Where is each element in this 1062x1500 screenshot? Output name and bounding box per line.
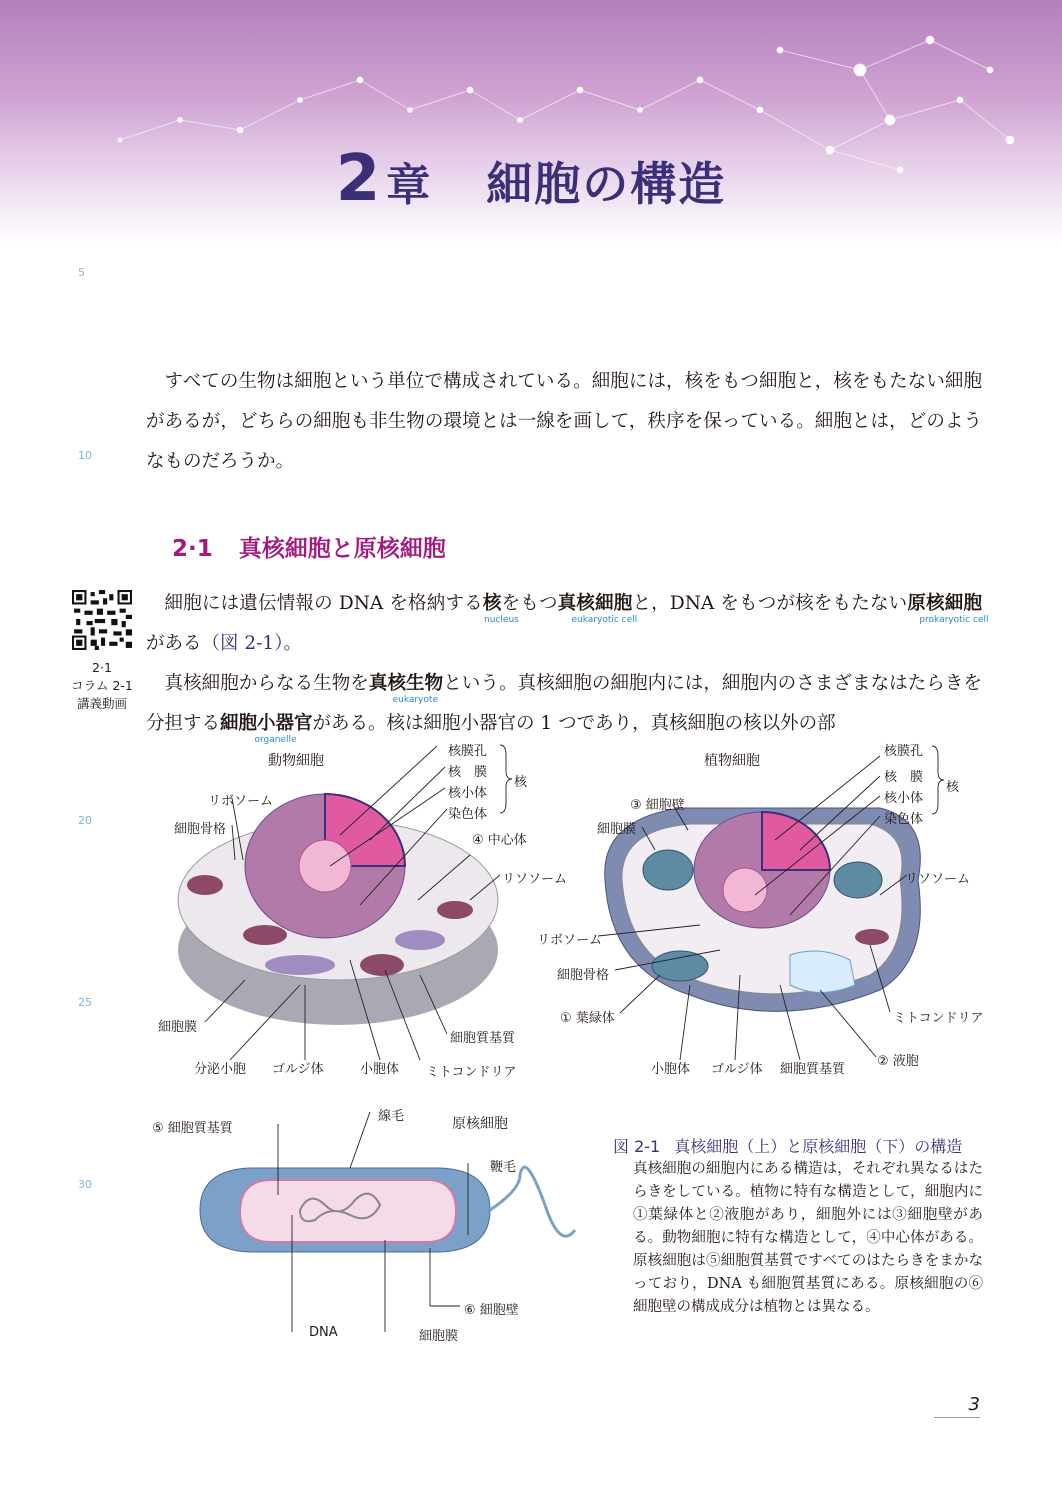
animal-label-matrix: 細胞質基質	[450, 1031, 516, 1046]
text: 細胞には遺伝情報の DNA を格納する	[164, 593, 483, 614]
term-organelle: 細胞小器官 organelle	[220, 713, 313, 745]
prok-label-membrane: 細胞膜	[419, 1329, 459, 1344]
prok-label-wall: ⑥ 細胞壁	[464, 1303, 519, 1318]
gloss-prokaryotic-cell: prokaryotic cell	[919, 615, 989, 625]
plant-label-vacuole: ② 液胞	[877, 1054, 919, 1069]
animal-label-nucleus: 核	[514, 775, 528, 790]
plant-label-matrix: 細胞質基質	[780, 1062, 846, 1077]
figure-title	[613, 1134, 962, 1157]
line-number: 30	[78, 1178, 92, 1191]
text: という。真核細胞の細胞内には，細胞内のさまざまなはたらきを分担する	[146, 673, 982, 734]
line-number: 5	[78, 266, 85, 279]
animal-label-ribosome: リボソーム	[208, 794, 274, 809]
animal-label-envelope: 核 膜	[448, 765, 488, 780]
prok-label-matrix: ⑤ 細胞質基質	[152, 1121, 233, 1136]
line-number: 20	[78, 814, 92, 827]
chapter-title	[0, 142, 1062, 216]
section-body	[146, 584, 989, 745]
text: をもつ	[501, 593, 558, 614]
plant-label-lysosome: リソソーム	[905, 872, 971, 887]
plant-cell-title: 植物細胞	[704, 753, 760, 769]
animal-label-membrane: 細胞膜	[158, 1020, 198, 1035]
plant-label-envelope: 核 膜	[884, 770, 924, 785]
qr-caption	[66, 659, 138, 713]
term-prokaryotic-cell: 原核細胞 prokaryotic cell	[907, 593, 982, 614]
section-number: 2·1	[172, 536, 213, 562]
text: 。	[283, 633, 302, 654]
animal-label-pore: 核膜孔	[448, 744, 488, 759]
term-eukaryote: 真核生物 eukaryote	[368, 673, 444, 705]
paragraph-2	[146, 664, 982, 744]
plant-label-nucleolus: 核小体	[884, 791, 924, 806]
plant-label-membrane: 細胞膜	[597, 822, 637, 837]
section-title: 真核細胞と原核細胞	[238, 536, 446, 562]
animal-label-centriole: ④ 中心体	[472, 833, 527, 848]
text: 真核細胞からなる生物を	[164, 673, 369, 694]
gloss-eukaryote: eukaryote	[392, 695, 439, 705]
qr-code-icon[interactable]	[72, 590, 132, 650]
chapter-number: 2	[335, 142, 381, 216]
figure-reference[interactable]: （図 2-1）	[201, 633, 284, 654]
text: がある。核は細胞小器官の 1 つであり，真核細胞の核以外の部	[312, 713, 836, 734]
gloss-organelle: organelle	[254, 735, 297, 745]
animal-label-nucleolus: 核小体	[448, 786, 488, 801]
qr-caption-line: コラム 2-1	[71, 678, 133, 693]
gloss-eukaryotic-cell: eukaryotic cell	[571, 615, 638, 625]
animal-label-lysosome: リソソーム	[502, 872, 568, 887]
animal-label-mito: ミトコンドリア	[426, 1065, 517, 1080]
text: がある	[146, 633, 202, 654]
prok-cell-title: 原核細胞	[452, 1116, 508, 1132]
prok-label-flagellum: 鞭毛	[490, 1160, 517, 1175]
page-number: 3	[934, 1394, 980, 1418]
intro-paragraph	[146, 362, 982, 482]
intro-text: すべての生物は細胞という単位で構成されている。細胞には，核をもつ細胞と，核をもたない細胞があるが，どちらの細胞も非生物の環境とは一線を画して，秩序を保っている。細胞とは，どのようなものだろうか。	[146, 371, 982, 472]
plant-label-pore: 核膜孔	[884, 744, 924, 759]
figure-title-text: 真核細胞（上）と原核細胞（下）の構造	[674, 1137, 963, 1156]
plant-label-cytoskeleton: 細胞骨格	[557, 968, 610, 983]
line-number: 25	[78, 996, 92, 1009]
line-number: 10	[78, 449, 92, 462]
plant-label-chloroplast: ① 葉緑体	[560, 1011, 615, 1026]
animal-label-vesicle: 小胞体	[360, 1062, 400, 1077]
animal-label-secretory: 分泌小胞	[194, 1062, 247, 1077]
figure-caption: 真核細胞の細胞内にある構造は，それぞれ異なるはたらきをしている。植物に特有な構造として，細胞内に①葉緑体と②液胞があり，細胞外には③細胞壁がある。動物細胞に特有な構造として，④中心体がある。原核細胞は⑤細胞質基質ですべてのはたらきをまかなっており，DNA も細胞質基質にある。原核細胞の⑥細胞壁の構成成分は植物とは異なる。	[633, 1161, 983, 1315]
section-heading	[172, 530, 446, 563]
qr-caption-line: 2·1	[92, 660, 112, 675]
animal-label-golgi: ゴルジ体	[272, 1062, 324, 1077]
plant-label-golgi: ゴルジ体	[711, 1062, 763, 1077]
chapter-name: 細胞の構造	[486, 157, 727, 211]
prok-label-dna: DNA	[309, 1325, 338, 1340]
plant-label-vesicle: 小胞体	[651, 1062, 691, 1077]
animal-label-chromatin: 染色体	[448, 807, 488, 822]
text: と，DNA をもつが核をもたない	[632, 593, 908, 614]
plant-label-nucleus: 核	[946, 780, 960, 795]
plant-label-wall: ③ 細胞壁	[630, 798, 685, 813]
plant-label-ribosome: リボソーム	[537, 933, 603, 948]
prok-label-pili: 線毛	[378, 1109, 405, 1124]
animal-label-cytoskeleton: 細胞骨格	[174, 822, 227, 837]
animal-cell-title: 動物細胞	[268, 753, 324, 769]
term-eukaryotic-cell: 真核細胞 eukaryotic cell	[558, 593, 633, 614]
paragraph-1	[146, 584, 989, 664]
term-nucleus: 核 nucleus	[483, 593, 502, 614]
qr-caption-line: 講義動画	[76, 696, 127, 711]
figure-label: 図 2-1	[613, 1137, 661, 1156]
plant-label-chromatin: 染色体	[884, 812, 924, 827]
chapter-sho: 章	[386, 160, 431, 211]
gloss-nucleus: nucleus	[484, 615, 519, 625]
plant-label-mito: ミトコンドリア	[893, 1011, 984, 1026]
